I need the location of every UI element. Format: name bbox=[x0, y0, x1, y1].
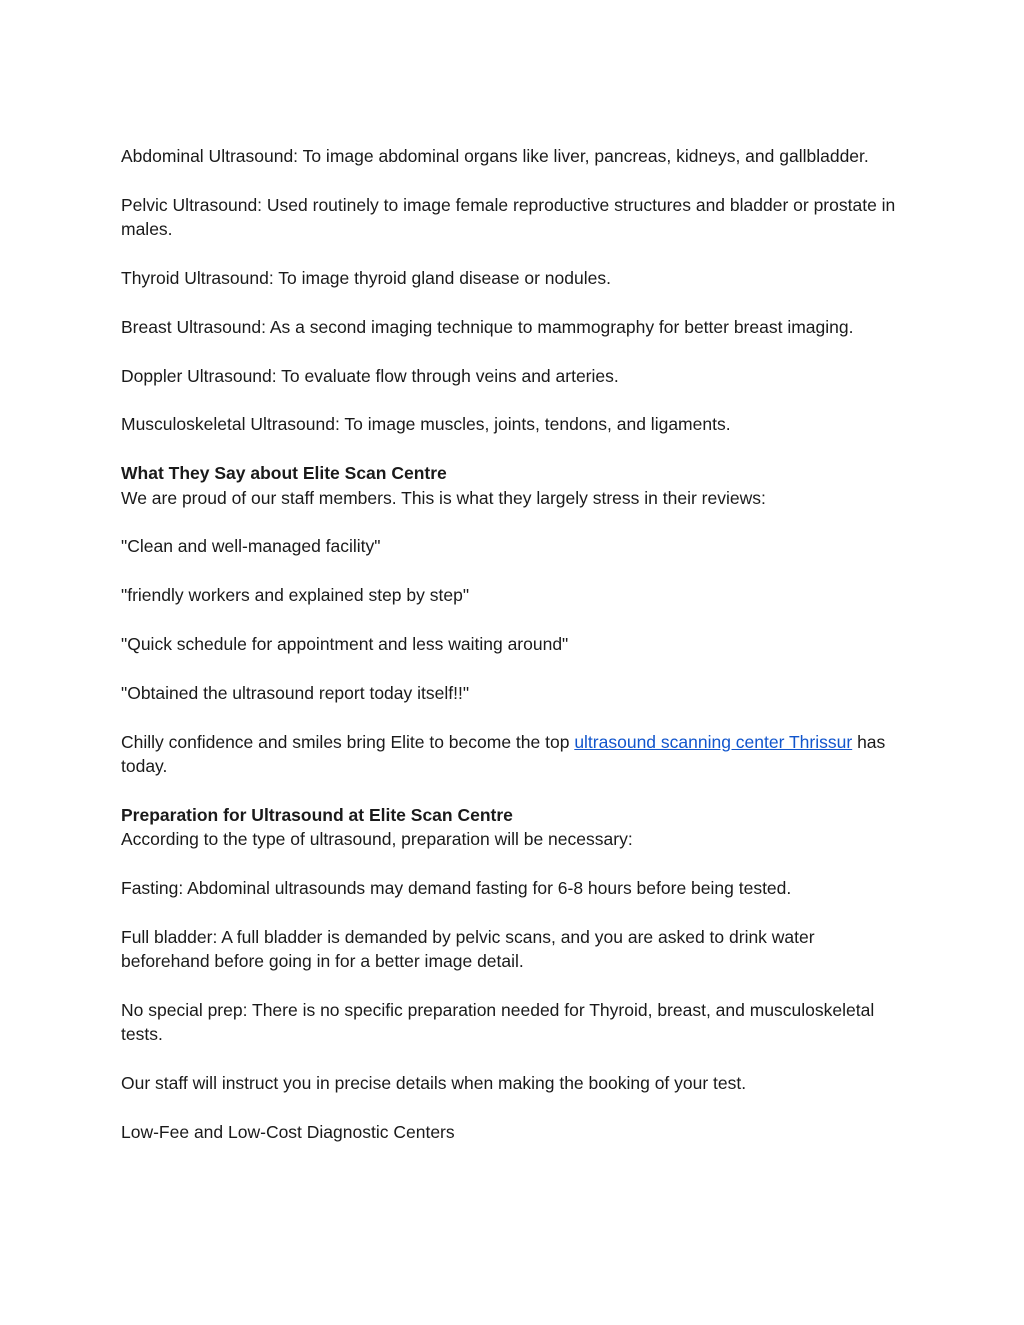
paragraph-pelvic-ultrasound: Pelvic Ultrasound: Used routinely to image female reproductive structures and bladder or prostate in males. bbox=[121, 194, 896, 240]
paragraph-doppler-ultrasound: Doppler Ultrasound: To evaluate flow through veins and arteries. bbox=[121, 365, 619, 386]
reviews-closing bbox=[121, 730, 901, 779]
review-quote: "Clean and well-managed facility" bbox=[121, 536, 381, 557]
paragraph-musculoskeletal-ultrasound: Musculoskeletal Ultrasound: To image muscles, joints, tendons, and ligaments. bbox=[121, 414, 731, 435]
ultrasound-center-link[interactable]: ultrasound scanning center Thrissur bbox=[574, 731, 853, 752]
preparation-item-fasting: Fasting: Abdominal ultrasounds may demand fasting for 6-8 hours before being tested. bbox=[121, 877, 792, 898]
reviews-heading: What They Say about Elite Scan Centre bbox=[121, 463, 447, 484]
paragraph-thyroid-ultrasound: Thyroid Ultrasound: To image thyroid gland disease or nodules. bbox=[121, 268, 611, 288]
preparation-intro: According to the type of ultrasound, preparation will be necessary: bbox=[121, 829, 633, 850]
reviews-closing-text-before: Chilly confidence and smiles bring Elite to become the top bbox=[121, 731, 575, 752]
reviews-closing-text-after: has today. bbox=[121, 731, 886, 776]
review-quote: "friendly workers and explained step by step" bbox=[121, 585, 470, 606]
preparation-item-full-bladder: Full bladder: A full bladder is demanded by pelvic scans, and you are asked to drink water beforehand before going in for a better image detail. bbox=[121, 926, 815, 972]
next-section-heading: Low-Fee and Low-Cost Diagnostic Centers bbox=[121, 1121, 455, 1142]
reviews-intro: We are proud of our staff members. This is what they largely stress in their reviews: bbox=[121, 487, 766, 508]
preparation-heading: Preparation for Ultrasound at Elite Scan Centre bbox=[121, 804, 513, 825]
preparation-item-no-special-prep: No special prep: There is no specific preparation needed for Thyroid, breast, and musculoskeletal tests. bbox=[121, 999, 875, 1045]
paragraph-abdominal-ultrasound: Abdominal Ultrasound: To image abdominal organs like liver, pancreas, kidneys, and gallbladder. bbox=[121, 146, 869, 166]
paragraph-breast-ultrasound: Breast Ultrasound: As a second imaging technique to mammography for better breast imaging. bbox=[121, 316, 854, 337]
review-quote: "Quick schedule for appointment and less waiting around" bbox=[121, 633, 569, 654]
review-quote: "Obtained the ultrasound report today itself!!" bbox=[121, 682, 470, 703]
document-page bbox=[121, 144, 901, 1144]
preparation-note: Our staff will instruct you in precise details when making the booking of your test. bbox=[121, 1073, 747, 1094]
